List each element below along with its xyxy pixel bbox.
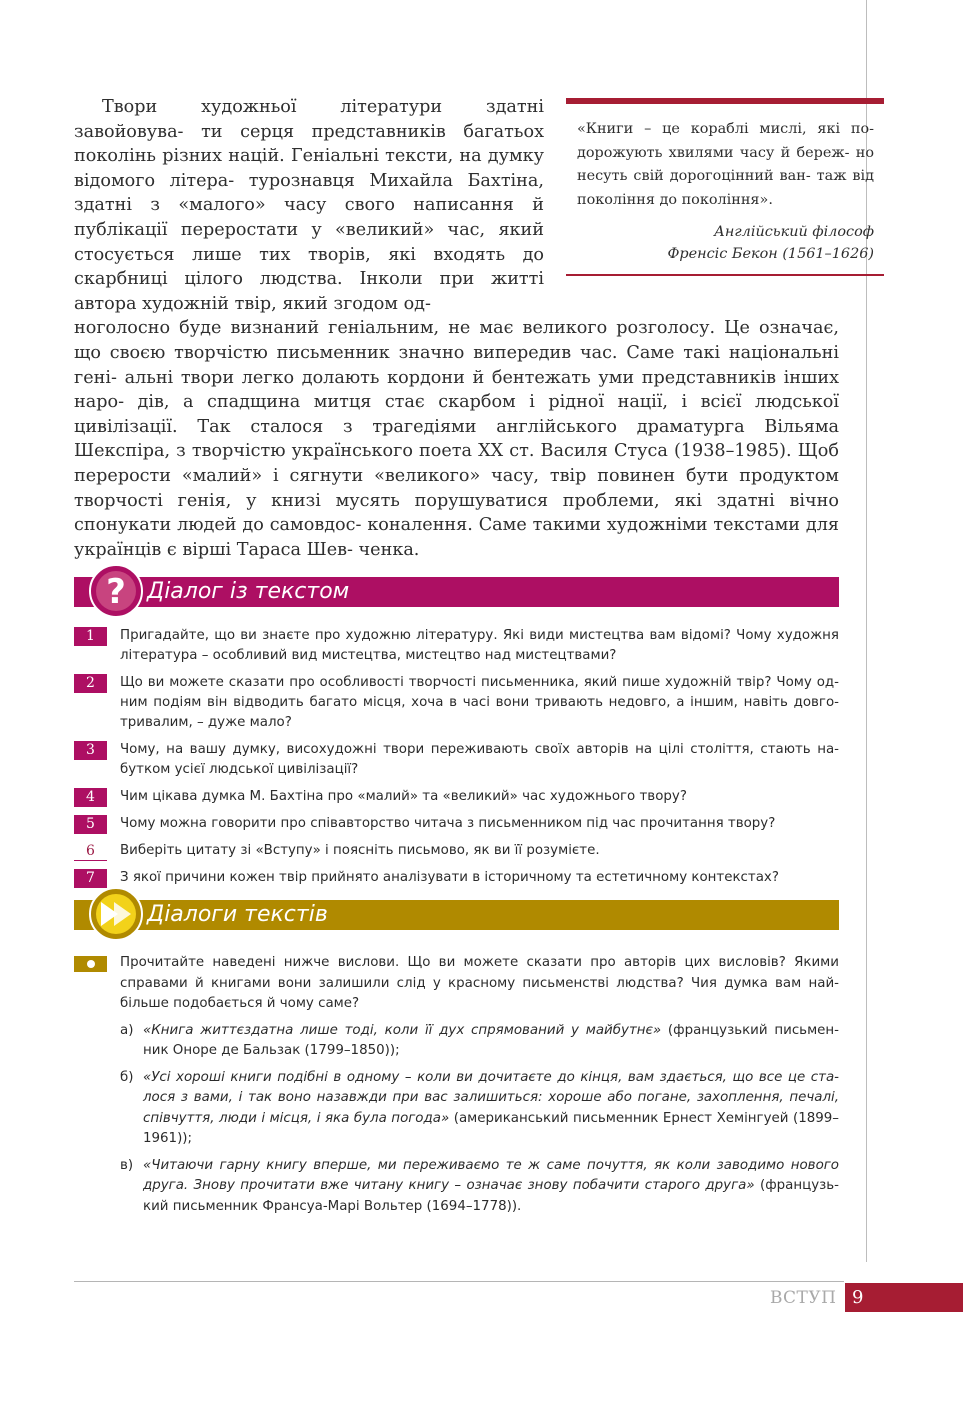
- question-item: [74, 868, 839, 888]
- main-paragraph-wide: ноголосно буде визнаний геніальним, не має великого розголосу. Це означає, що своєю творчістю письменник значно випередив час. Саме такі національні гені- альні твори легко долають кордони й бентежать уми представників інших наро- дів, а спадщина митця стає скарбом і рідної нації, і всієї людської цивілізації. Так сталося з трагедіями англійського драматурга Вільяма Шекспіра, з творчістю українського поета XX ст. Василя Стуса (1938–1985). Щоб перерости «малий» і сягнути «великого» часу, твір повинен бути продуктом творчості генія, у книзі мусять порушуватися проблеми, які здатні вічно спонукати людей до самовдос- коналення. Саме такими художніми текстами для українців є вірші Тараса Шев- ченка.: [74, 318, 839, 560]
- question-text: З якої причини кожен твір прийнято аналізувати в історичному та естетичному контекстах?: [120, 870, 779, 885]
- section-title: Діалоги текстів: [147, 902, 328, 927]
- quote-text: «Книги – це кораблі мислі, які по- дорожують хвилями часу й береж- но несуть свій дорогоцінний ван- таж від покоління до покоління».: [577, 121, 874, 208]
- question-text: Що ви можете сказати про особливості творчості письменника, який пише художній твір? Чому од- ним подіям він відводить багато місця, хоча в часі вони тривають недовго, а іншим, навіть довго- тривалим, – дуже мало?: [120, 675, 839, 730]
- quote-item: [120, 1068, 839, 1150]
- dialogues-block: [74, 953, 839, 1217]
- footer-rule: [74, 1281, 844, 1282]
- quote-item-quote: «Читаючи гарну книгу вперше, ми переживаємо те ж саме почуття, як коли заводимо нового друга. Знову прочитати вже читану книгу – означає знову побачити старого друга»: [143, 1157, 839, 1193]
- text-line: при житті автора художній твір, який згодом од-: [74, 269, 545, 314]
- quote-item-source: (американський письменник Ернест Хемінгуей (1899– 1961));: [143, 1110, 839, 1146]
- page-number: 9: [852, 1287, 864, 1308]
- question-text: Чим цікава думка М. Бахтіна про «малий» та «великий» час художнього твору?: [120, 789, 687, 804]
- text-line: ти серця представників багатьох поколінь різних: [74, 121, 544, 167]
- svg-text:?: ?: [106, 572, 126, 612]
- text-line: турознавця Михайла Бахтіна, здатні з «малого»: [74, 170, 544, 216]
- section-title: Діалог із текстом: [147, 579, 350, 604]
- text-line: націй. Геніальні тексти, на думку відомого літера-: [74, 146, 545, 191]
- question-item: [74, 673, 839, 733]
- section-header-dialogues-of-texts: [74, 900, 839, 930]
- quote-author: Англійський філософ Френсіс Бекон (1561–1626): [667, 224, 874, 262]
- text-line: які входять до скарбниці цілого людства. Інколи: [74, 244, 545, 290]
- question-text: Пригадайте, що ви знаєте про художню літературу. Які види мистецтва вам відомі? Чому художня література – особливий вид мистецтва, мистецтво над мистецтвами?: [120, 628, 839, 663]
- question-text: Виберіть цитату зі «Вступу» і поясніть письмово, як ви її розумієте.: [120, 843, 600, 858]
- text-line: Твори художньої літератури здатні завойовува-: [74, 97, 544, 142]
- main-paragraph: [74, 95, 839, 562]
- main-paragraph-narrow: [74, 95, 544, 316]
- question-number: 1: [74, 627, 107, 646]
- quote-item-body: [143, 1156, 839, 1218]
- question-text: Чому можна говорити про співавторство читача з письменником під час прочитання твору?: [120, 816, 776, 831]
- question-number: 3: [74, 741, 107, 760]
- quote-item: [120, 1021, 839, 1062]
- question-text: Чому, на вашу думку, висохудожні твори переживають своїх авторів на цілі століття, стають на- бутком усієї людської цивілізації?: [120, 742, 839, 777]
- question-item: [74, 841, 839, 861]
- quote-item-quote: «Усі хороші книги подібні в одному – коли ви дочитаєте до кінця, вам здається, що все це ста- лося з вами, і так воно назавжди при вас залишиться: хороше або погане, захоплення, печалі, співчуття, люди і місця, і яка була погода»: [143, 1069, 839, 1126]
- quote-item-label: в): [120, 1157, 134, 1173]
- text-line: «великий» час, який стосується лише тих творів,: [74, 219, 544, 265]
- footer-section-label: ВСТУП: [770, 1288, 837, 1308]
- section-header-dialog-with-text: [74, 572, 839, 612]
- question-item: [74, 787, 839, 807]
- page-number-badge: [845, 1283, 963, 1312]
- quote-item-source: (французький письмен- ник Оноре де Бальзак (1799–1850));: [143, 1022, 839, 1058]
- question-item: [74, 740, 839, 780]
- text-line: часу свого написання й публікації переростати у: [74, 195, 544, 240]
- quote-item-body: [143, 1021, 839, 1062]
- question-number: 6: [74, 842, 107, 861]
- task-intro: Прочитайте наведені нижче вислови. Що ви можете сказати про авторів цих висловів? Якими справами й книгами вони залишили слід у красному письменстві людства? Чия думка вам най- більше подобається й чому саме?: [120, 955, 839, 1011]
- double-arrow-icon: [88, 886, 144, 942]
- question-number: 4: [74, 788, 107, 807]
- quote-item-label: б): [120, 1069, 134, 1085]
- question-number: 7: [74, 869, 107, 888]
- question-mark-icon: [88, 563, 144, 619]
- question-list: [74, 626, 839, 895]
- question-item: [74, 626, 839, 666]
- quote-item-quote: «Книга життєздатна лише тоді, коли її дух спрямований у майбутнє»: [143, 1022, 662, 1038]
- bullet-dot-icon: [87, 960, 95, 968]
- question-number: 2: [74, 674, 107, 693]
- quote-item-label: а): [120, 1022, 134, 1038]
- bullet-marker: [74, 956, 107, 972]
- quote-item-source: (французь- кий письменник Франсуа-Марі Вольтер (1694–1778)).: [143, 1178, 839, 1214]
- quote-item-body: [143, 1068, 839, 1150]
- question-number: 5: [74, 815, 107, 834]
- quote-item: [120, 1156, 839, 1218]
- question-item: [74, 814, 839, 834]
